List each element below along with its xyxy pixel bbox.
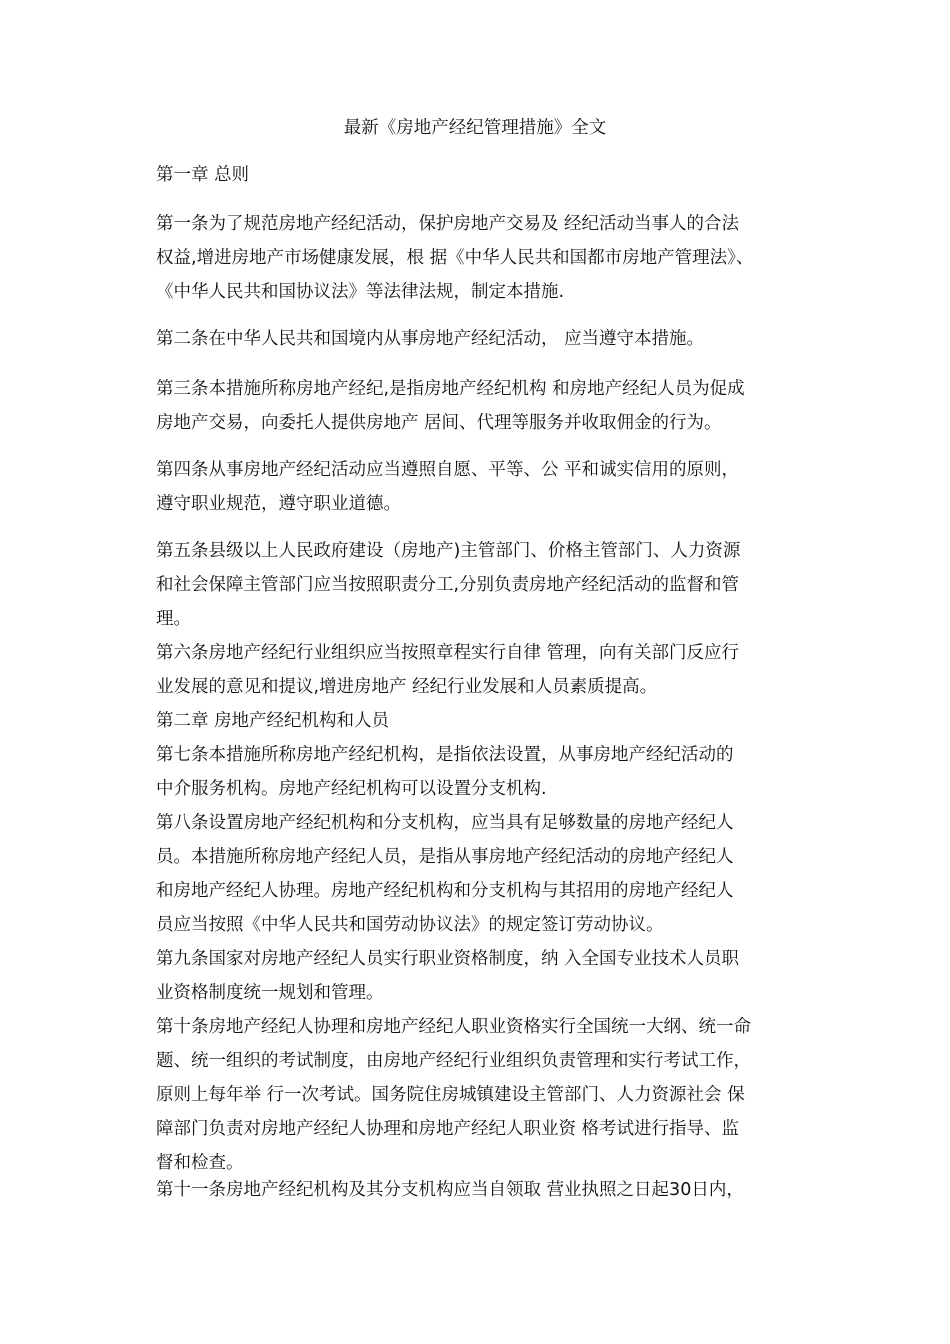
article-6-line-1: 第六条房地产经纪行业组织应当按照章程实行自律 管理，向有关部门反应行 bbox=[156, 643, 740, 663]
article-2-line-1: 第二条在中华人民共和国境内从事房地产经纪活动， 应当遵守本措施。 bbox=[156, 329, 705, 349]
article-5-line-1: 第五条县级以上人民政府建设（房地产)主管部门、价格主管部门、人力资源 bbox=[156, 541, 741, 561]
article-10-line-2: 题、统一组织的考试制度，由房地产经纪行业组织负责管理和实行考试工作， bbox=[156, 1051, 751, 1071]
article-4 bbox=[156, 453, 816, 521]
article-8-line-2: 员。本措施所称房地产经纪人员，是指从事房地产经纪活动的房地产经纪人 bbox=[156, 847, 734, 867]
article-6-line-2: 业发展的意见和提议,增进房地产 经纪行业发展和人员素质提高。 bbox=[156, 677, 658, 697]
article-8-line-4: 员应当按照《中华人民共和国劳动协议法》的规定签订劳动协议。 bbox=[156, 915, 664, 935]
article-8-line-3: 和房地产经纪人协理。房地产经纪机构和分支机构与其招用的房地产经纪人 bbox=[156, 881, 734, 901]
article-11-line-1: 第十一条房地产经纪机构及其分支机构应当自领取 营业执照之日起30日内， bbox=[156, 1180, 744, 1200]
document-title: 最新《房地产经纪管理措施》全文 bbox=[343, 118, 607, 138]
article-3-line-2: 房地产交易，向委托人提供房地产 居间、代理等服务并收取佣金的行为。 bbox=[156, 413, 722, 433]
article-3-line-1: 第三条本措施所称房地产经纪,是指房地产经纪机构 和房地产经纪人员为促成 bbox=[156, 379, 745, 399]
article-4-line-1: 第四条从事房地产经纪活动应当遵照自愿、平等、公 平和诚实信用的原则， bbox=[156, 460, 740, 480]
article-10-line-5: 督和检查。 bbox=[156, 1153, 244, 1173]
article-8-line-1: 第八条设置房地产经纪机构和分支机构，应当具有足够数量的房地产经纪人 bbox=[156, 813, 734, 833]
article-5-line-3: 理。 bbox=[156, 609, 191, 629]
article-1-line-2: 权益,增进房地产市场健康发展，根 据《中华人民共和国都市房地产管理法》、 bbox=[156, 248, 754, 268]
article-10-line-3: 原则上每年举 行一次考试。国务院住房城镇建设主管部门、人力资源社会 保 bbox=[156, 1085, 745, 1105]
article-2 bbox=[156, 322, 816, 356]
article-10-line-4: 障部门负责对房地产经纪人协理和房地产经纪人职业资 格考试进行指导、监 bbox=[156, 1119, 740, 1139]
article-3 bbox=[156, 372, 816, 440]
article-7-line-2: 中介服务机构。房地产经纪机构可以设置分支机构. bbox=[156, 779, 547, 799]
article-1-line-1: 第一条为了规范房地产经纪活动，保护房地产交易及 经纪活动当事人的合法 bbox=[156, 214, 740, 234]
article-1-line-3: 《中华人民共和国协议法》等法律法规，制定本措施. bbox=[156, 282, 565, 302]
article-5-to-10 bbox=[156, 534, 816, 1180]
chapter-2-heading: 第二章 房地产经纪机构和人员 bbox=[156, 711, 390, 731]
article-5-line-2: 和社会保障主管部门应当按照职责分工,分别负责房地产经纪活动的监督和管 bbox=[156, 575, 740, 595]
article-10-line-1: 第十条房地产经纪人协理和房地产经纪人职业资格实行全国统一大纲、统一命 bbox=[156, 1017, 751, 1037]
article-9-line-2: 业资格制度统一规划和管理。 bbox=[156, 983, 384, 1003]
article-4-line-2: 遵守职业规范，遵守职业道德。 bbox=[156, 494, 401, 514]
article-9-line-1: 第九条国家对房地产经纪人员实行职业资格制度，纳 入全国专业技术人员职 bbox=[156, 949, 740, 969]
article-11 bbox=[156, 1173, 816, 1207]
chapter-1-heading: 第一章 总则 bbox=[156, 165, 250, 185]
article-7-line-1: 第七条本措施所称房地产经纪机构，是指依法设置，从事房地产经纪活动的 bbox=[156, 745, 734, 765]
article-1 bbox=[156, 207, 816, 309]
